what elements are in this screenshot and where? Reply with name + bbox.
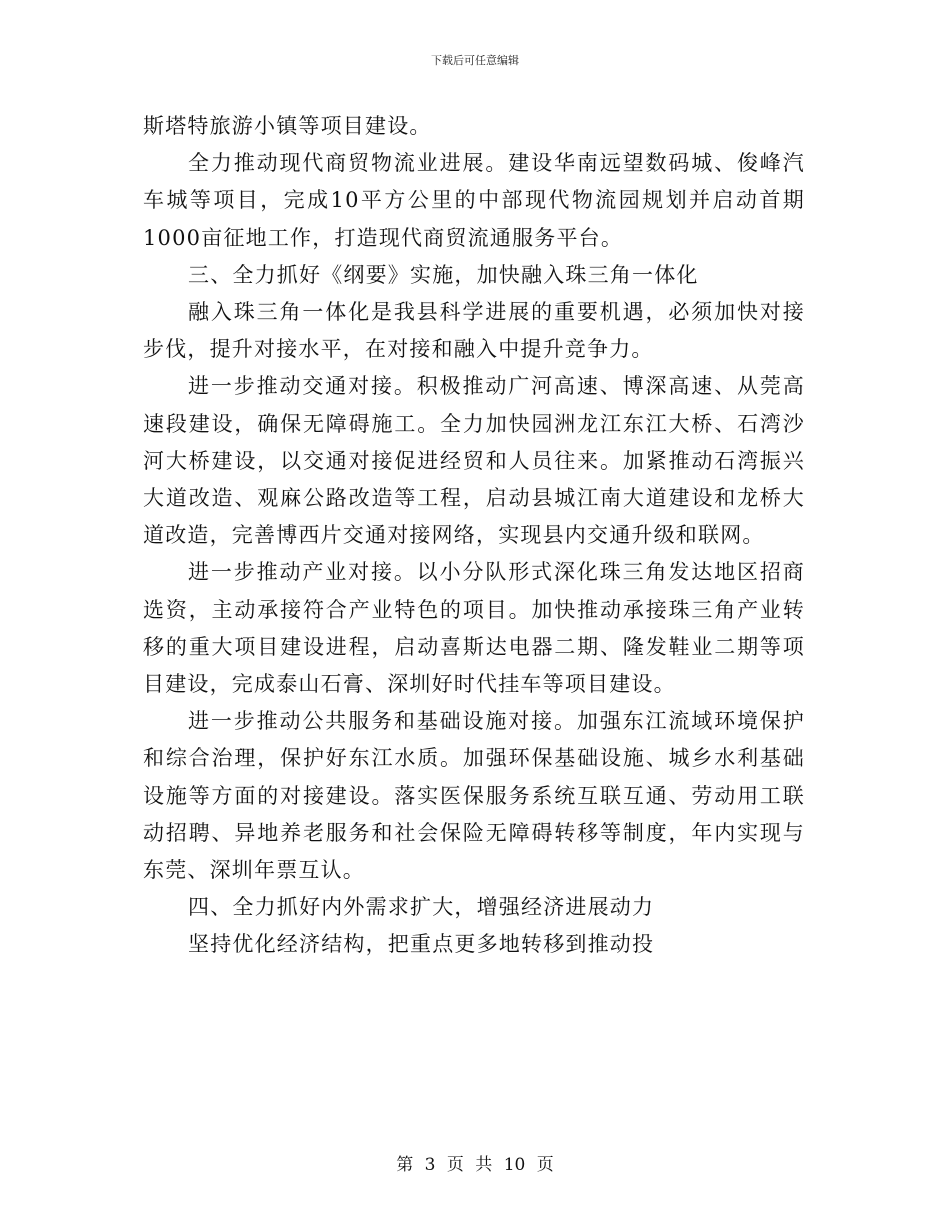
section-heading-3: 三、全力抓好《纲要》实施，加快融入珠三角一体化 — [188, 262, 699, 287]
paragraph-9: 坚持优化经济结构，把重点更多地转移到推动投 — [188, 932, 655, 957]
section-heading-4: 四、全力抓好内外需求扩大，增强经济进展动力 — [188, 895, 655, 920]
document-body — [143, 108, 805, 964]
paragraph-1: 斯塔特旅游小镇等项目建设。 — [143, 114, 432, 138]
page-number-footer: 第 3 页 共 10 页 — [396, 1155, 554, 1175]
paragraph-2: 全力推动现代商贸物流业进展。建设华南远望数码城、俊峰汽车城等项目，完成10平方公里的中部现代物流园规划并启动首期1000亩征地工作，打造现代商贸流通服务平台。 — [143, 151, 805, 250]
paragraph-5: 进一步推动交通对接。积极推动广河高速、博深高速、从莞高速段建设，确保无障碍施工。全力加快园洲龙江东江大桥、石湾沙河大桥建设，以交通对接促进经贸和人员往来。加紧推动石湾振兴大道改造、观麻公路改造等工程，启动县城江南大道建设和龙桥大道改造，完善博西片交通对接网络，实现县内交通升级和联网。 — [143, 374, 805, 548]
paragraph-6: 进一步推动产业对接。以小分队形式深化珠三角发达地区招商选资，主动承接符合产业特色的项目。加快推动承接珠三角产业转移的重大项目建设进程，启动喜斯达电器二期、隆发鞋业二期等项目建设，完成泰山石膏、深圳好时代挂车等项目建设。 — [143, 560, 805, 697]
paragraph-7: 进一步推动公共服务和基础设施对接。加强东江流域环境保护和综合治理，保护好东江水质。加强环保基础设施、城乡水利基础设施等方面的对接建设。落实医保服务系统互联互通、劳动用工联动招聘、异地养老服务和社会保险无障碍转移等制度，年内实现与东莞、深圳年票互认。 — [143, 709, 805, 883]
page-header: 下载后可任意编辑 — [431, 54, 519, 67]
paragraph-4: 融入珠三角一体化是我县科学进展的重要机遇，必须加快对接步伐，提升对接水平，在对接和融入中提升竞争力。 — [143, 300, 805, 362]
